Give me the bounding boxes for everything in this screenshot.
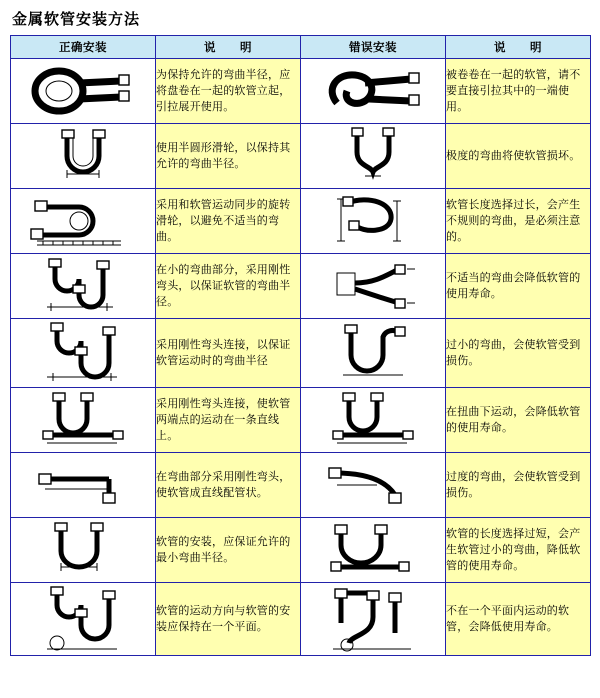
- coiled-hose-pulled-icon: [301, 59, 446, 124]
- sharp-bend-drawing: [307, 126, 439, 186]
- coiled-hose-drawing: [17, 61, 149, 121]
- rotating-pulley-chain-drawing: [17, 189, 149, 253]
- header-row: [11, 36, 591, 59]
- straight-line-motion-drawing: [17, 389, 149, 451]
- row-note: 过小的弯曲，会使软管受到损伤。: [446, 319, 591, 388]
- sharp-bend-icon: [301, 124, 446, 189]
- rigid-elbow-connection-icon: [11, 319, 156, 388]
- rigid-bend-support-icon: [11, 254, 156, 319]
- row-note: 软管的安装，应保证允许的最小弯曲半径。: [156, 518, 301, 583]
- different-plane-motion-icon: [301, 583, 446, 656]
- installation-methods-table: [10, 35, 591, 656]
- rigid-elbow-connection-drawing: [17, 319, 149, 387]
- table-row: [11, 388, 591, 453]
- rigid-bend-support-drawing: [17, 255, 149, 317]
- table-row: [11, 583, 591, 656]
- straight-pipe-elbow-drawing: [17, 457, 149, 513]
- coiled-hose-pulled-drawing: [307, 61, 439, 121]
- excessive-bend-drawing: [307, 457, 439, 513]
- row-note: 不适当的弯曲会降低软管的使用寿命。: [446, 254, 591, 319]
- excessive-bend-icon: [301, 453, 446, 518]
- table-row: [11, 518, 591, 583]
- header-wrong-install: 错误安装: [301, 36, 446, 59]
- row-note: 不在一个平面内运动的软管，会降低使用寿命。: [446, 583, 591, 656]
- table-row: [11, 189, 591, 254]
- row-note: 使用半圆形滑轮，以保持其允许的弯曲半径。: [156, 124, 301, 189]
- row-note: 在小的弯曲部分，采用刚性弯头，以保证软管的弯曲半径。: [156, 254, 301, 319]
- table-row: [11, 59, 591, 124]
- row-note: 采用刚性弯头连接，使软管两端点的运动在一条直线上。: [156, 388, 301, 453]
- too-small-bend-drawing: [307, 319, 439, 387]
- straight-line-motion-icon: [11, 388, 156, 453]
- coiled-hose-icon: [11, 59, 156, 124]
- same-plane-motion-icon: [11, 583, 156, 656]
- row-note: 为保持允许的弯曲半径，应将盘卷在一起的软管立起，引拉展开使用。: [156, 59, 301, 124]
- improper-bend-drawing: [307, 255, 439, 317]
- row-note: 在扭曲下运动，会降低软管的使用寿命。: [446, 388, 591, 453]
- page-title: 金属软管安装方法: [12, 10, 141, 28]
- row-note: 采用刚性弯头连接，以保证软管运动时的弯曲半径: [156, 319, 301, 388]
- row-note: 被卷卷在一起的软管，请不要直接引拉其中的一端使用。: [446, 59, 591, 124]
- row-note: 软管的运动方向与软管的安装应保持在一个平面。: [156, 583, 301, 656]
- min-bend-radius-icon: [11, 518, 156, 583]
- header-wrong-note: 说 明: [446, 36, 591, 59]
- header-correct-install: 正确安装: [11, 36, 156, 59]
- improper-bend-icon: [301, 254, 446, 319]
- straight-pipe-elbow-icon: [11, 453, 156, 518]
- table-row: [11, 319, 591, 388]
- too-small-bend-icon: [301, 319, 446, 388]
- row-note: 软管长度选择过长，会产生不规则的弯曲，是必须注意的。: [446, 189, 591, 254]
- row-note: 采用和软管运动同步的旋转滑轮，以避免不适当的弯曲。: [156, 189, 301, 254]
- min-bend-radius-drawing: [17, 519, 149, 581]
- row-note: 极度的弯曲将使软管损坏。: [446, 124, 591, 189]
- table-row: [11, 254, 591, 319]
- row-note: 过度的弯曲，会使软管受到损伤。: [446, 453, 591, 518]
- too-long-hose-icon: [301, 518, 446, 583]
- semicircle-pulley-drawing: [17, 126, 149, 186]
- twist-motion-drawing: [307, 389, 439, 451]
- table-row: [11, 124, 591, 189]
- twist-motion-icon: [301, 388, 446, 453]
- rotating-pulley-chain-icon: [11, 189, 156, 254]
- table-body: [11, 59, 591, 656]
- table-header: [11, 36, 591, 59]
- semicircle-pulley-icon: [11, 124, 156, 189]
- row-note: 在弯曲部分采用刚性弯头，使软管成直线配管状。: [156, 453, 301, 518]
- header-correct-note: 说 明: [156, 36, 301, 59]
- too-long-hose-drawing: [307, 519, 439, 581]
- long-hose-irregular-bend-drawing: [307, 189, 439, 253]
- same-plane-motion-drawing: [17, 583, 149, 655]
- table-row: [11, 453, 591, 518]
- row-note: 软管的长度选择过短，会产生软管过小的弯曲，降低软管的使用寿命。: [446, 518, 591, 583]
- different-plane-motion-drawing: [307, 583, 439, 655]
- long-hose-irregular-bend-icon: [301, 189, 446, 254]
